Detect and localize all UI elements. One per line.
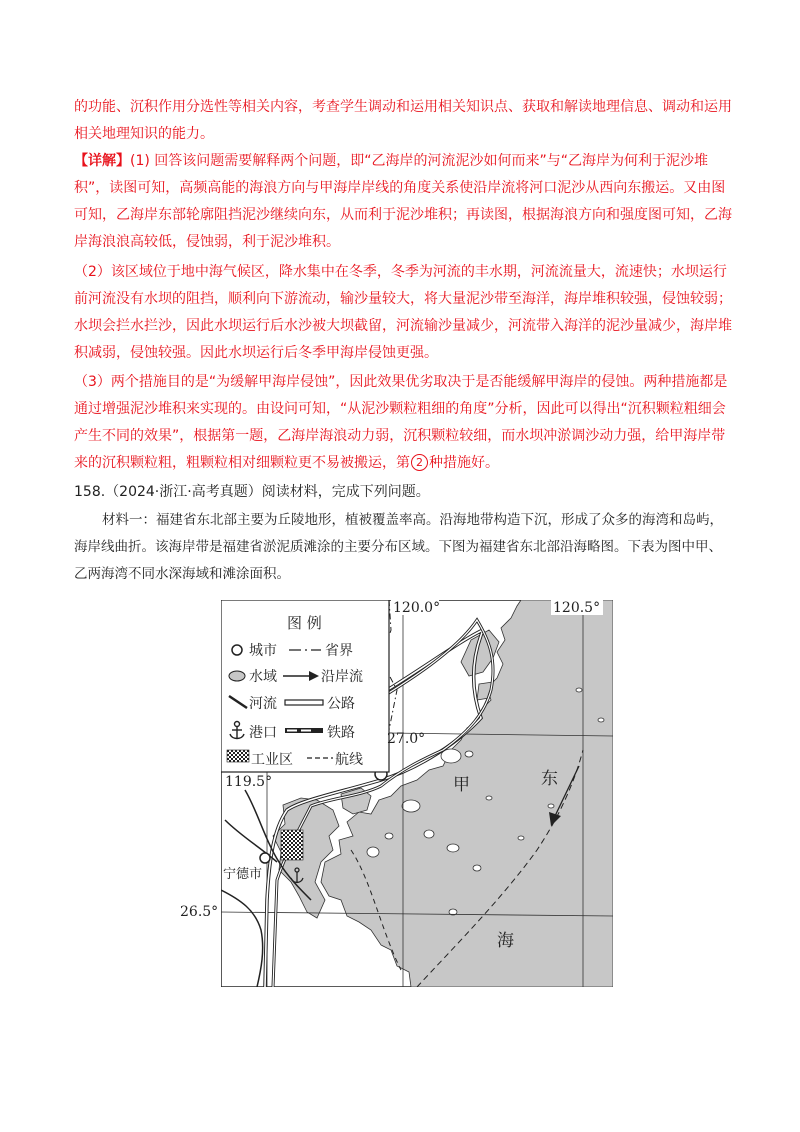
ningde-city-label: 宁德市 [223,867,263,882]
lat-27-label: 27.0° [387,731,426,747]
circled-number: 2 [411,454,428,471]
legend-railway-label: 铁路 [327,725,355,741]
legend-river-label: 河流 [249,696,277,712]
legend-industrial-label: 工业区 [251,752,293,768]
detail-label: 【详解】 [74,153,130,169]
paragraph-detail-2: （2）该区域位于地中海气候区，降水集中在冬季，冬季为河流的丰水期，河流流量大，流速快；水坝运行前河流没有水坝的阻挡，顺利向下游流动，输沙量较大，将大量泥沙带至海洋，海岸堆积较强，侵蚀较弱；水坝会拦水拦沙，因此水坝运行后水沙被大坝截留，河流输沙量减少，河流带入海洋的泥沙量减少，海岸堆积减弱，侵蚀较强。因此水坝运行后冬季甲海岸侵蚀更强。 [74,264,732,361]
industrial-zone [281,830,303,860]
legend-road-label: 公路 [327,696,355,712]
bay-jia-label: 甲 [453,775,470,795]
legend-road-icon [285,700,323,705]
lon-119-5-label: 119.5° [225,774,273,790]
legend-railway-icon [285,728,323,733]
lon-120-label: 120.0° [393,600,441,616]
lon-120-5-label: 120.5° [553,600,601,616]
paragraph-detail-1: 【详解】(1) 回答该问题需要解释两个问题，即“乙海岸的河流泥沙如何而来”与“乙海岸为何利于泥沙堆 积”，读图可知，高频高能的海浪方向与甲海岸岸线的角度关系使沿岸流将河口泥沙从西向东搬运。又由图可知，乙海岸东部轮廓阻挡泥沙继续向东，从而利于泥沙堆积；再读图，根据海浪方向和强度图可知，乙海岸海浪浪高较低，侵蚀弱，利于泥沙堆积。 [74,153,732,250]
legend-water-icon [229,671,245,681]
legend-current-label: 沿岸流 [321,669,363,685]
legend-title: 图 例 [287,614,322,632]
legend-route-label: 航线 [335,752,363,768]
east-sea-hai-label: 海 [497,931,514,951]
paragraph-detail-3: （3）两个措施目的是“为缓解甲海岸侵蚀”，因此效果优劣取决于是否能缓解甲海岸的侵蚀。两种措施都是通过增强泥沙堆积来实现的。由设问可知，“从泥沙颗粒粗细的角度”分析，因此可以得出“沉积颗粒粗细会产生不同的效果”，根据第一题，乙海岸海浪动力弱，沉积颗粒较细，而水坝冲淤调沙动力强，给甲海岸带来的沉积颗粒粗，粗颗粒相对细颗粒更不易被搬运，第 2 种措施好。 [74,374,728,471]
east-sea-dong-label: 东 [541,769,558,789]
legend-industrial-icon [227,750,249,762]
material-one-text: 材料一：福建省东北部主要为丘陵地形，植被覆盖率高。沿海地带构造下沉，形成了众多的海湾和岛屿，海岸线曲折。该海岸带是福建省淤泥质滩涂的主要分布区域。下图为福建省东北部沿海略图。下表为图中甲、乙两海湾不同水深海域和滩涂面积。 [74,512,723,582]
legend-water-label: 水域 [249,669,277,685]
legend-city-label: 城市 [249,643,277,659]
fujian-coast-map [221,600,613,987]
legend-border-label: 省界 [325,643,353,659]
legend-port-label: 港口 [249,725,277,741]
legend-city-icon [232,645,242,655]
lat-26-5-label: 26.5° [180,904,219,920]
question-158-heading: 158.（2024·浙江·高考真题）阅读材料，完成下列问题。 [74,484,430,500]
paragraph-analysis-tail: 的功能、沉积作用分选性等相关内容，考查学生调动和运用相关知识点、获取和解读地理信息、调动和运用相关地理知识的能力。 [74,99,732,142]
